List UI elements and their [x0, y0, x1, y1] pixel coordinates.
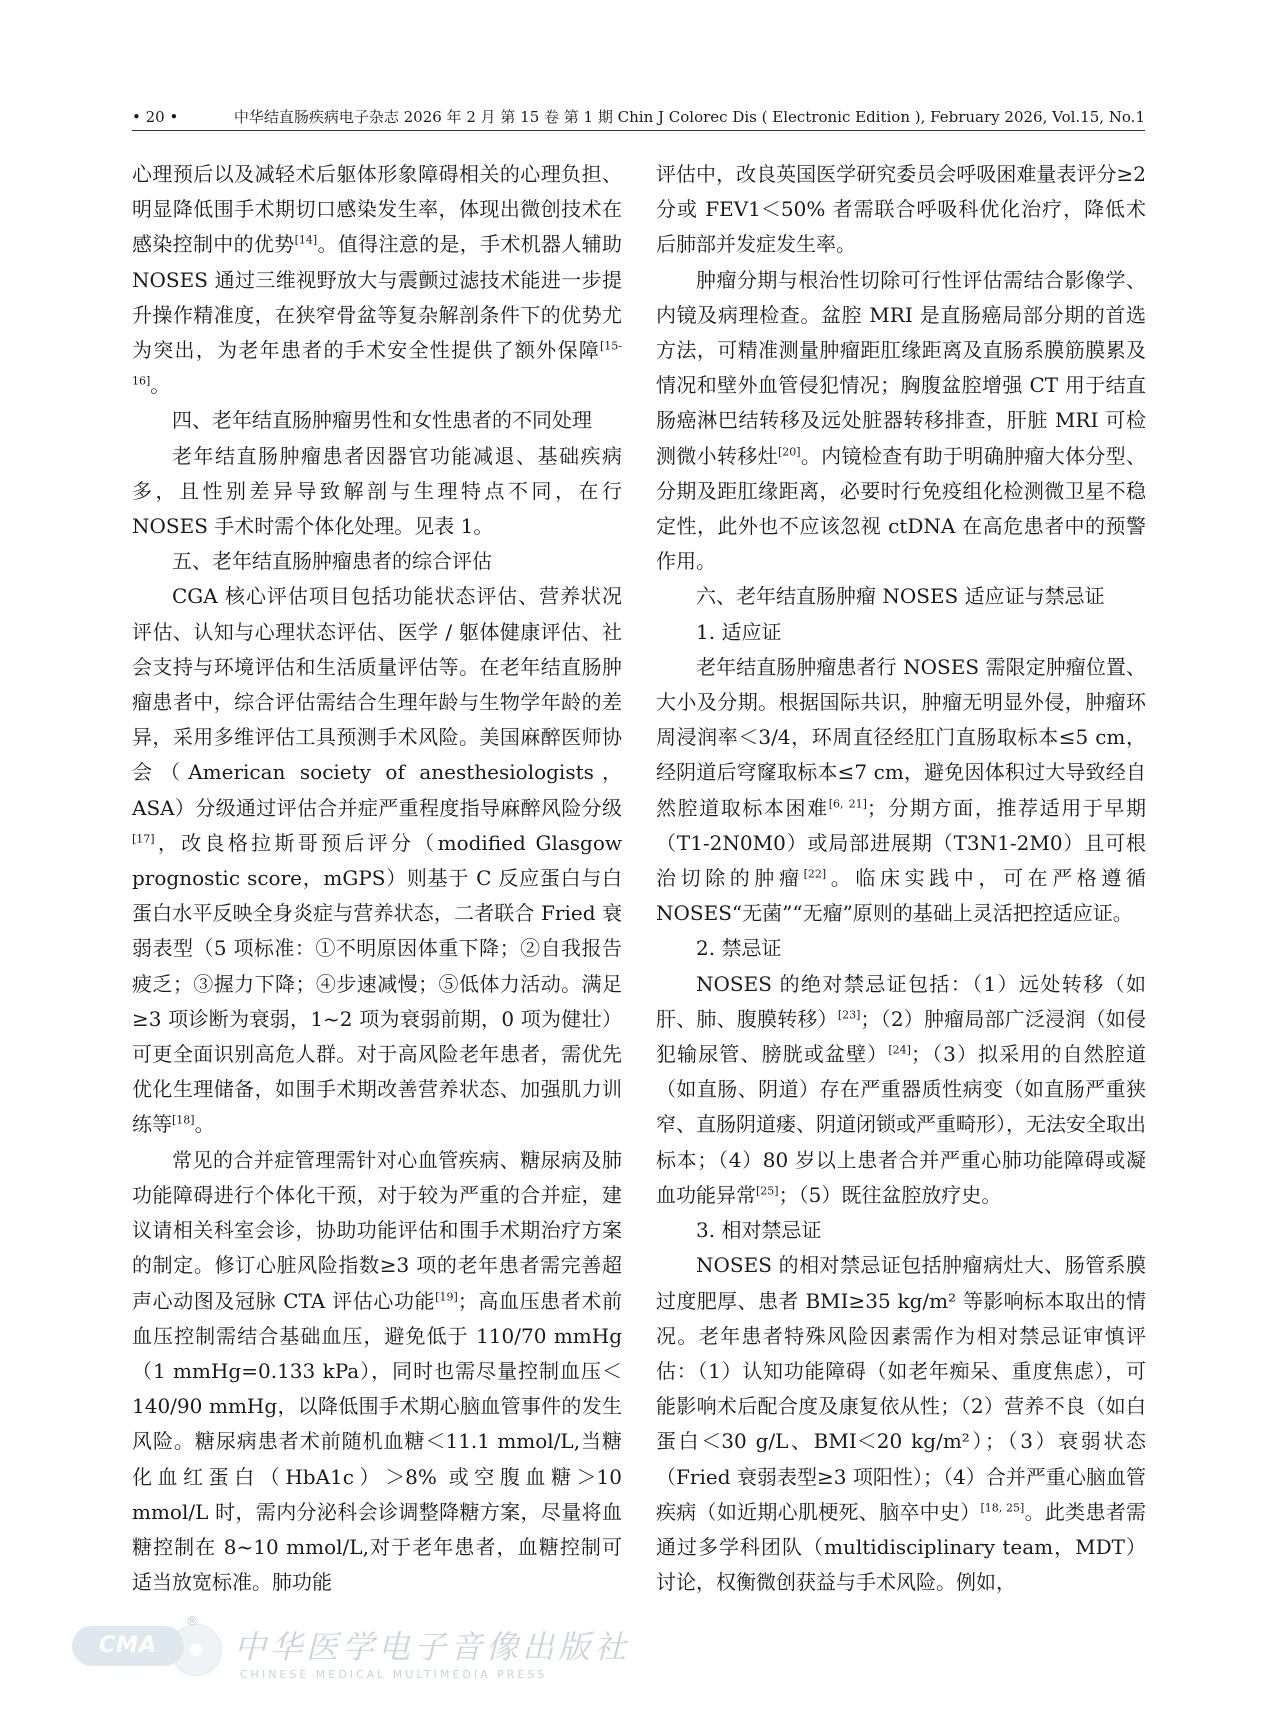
section-heading: 六、老年结直肠肿瘤 NOSES 适应证与禁忌证: [696, 584, 1105, 609]
paragraph: 心理预后以及减轻术后躯体形象障碍相关的心理负担、明显降低围手术期切口感染发生率，体现出微创技术在感染控制中的优势[14]。值得注意的是，手术机器人辅助 NOSES 通过三维视野放大与震颤过滤技术能进一步提升操作精准度，在狭窄骨盆等复杂解剖条件下的优势尤为突出，为老年患者的手术安全性提供了额外保障[15-16]。: [132, 162, 623, 398]
section-heading: 四、老年结直肠肿瘤男性和女性患者的不同处理: [172, 408, 592, 433]
citation-ref: [23]: [837, 1008, 861, 1022]
registered-mark: ®: [186, 1614, 198, 1628]
journal-citation: 中华结直肠疾病电子杂志 2026 年 2 月 第 15 卷 第 1 期 Chin J Colorec Dis ( Electronic Edition ), February 2026, Vol.15, No.1: [233, 108, 1145, 126]
page-number: • 20 •: [132, 108, 179, 126]
paragraph: 常见的合并症管理需针对心血管疾病、糖尿病及肺功能障碍进行个体化干预，对于较为严重的合并症，建议请相关科室会诊，协助功能评估和围手术期治疗方案的制定。修订心脏风险指数≥3 项的老年患者需完善超声心动图及冠脉 CTA 评估心功能[19]；高血压患者术前血压控制需结合基础血压，避免低于 110/70 mmHg（1 mmHg=0.133 kPa），同时也需尽量控制血压＜140/90 mmHg，以降低围手术期心脑血管事件的发生风险。糖尿病患者术前随机血糖＜11.1 mmol/L,当糖化血红蛋白（HbA1c）＞8% 或空腹血糖＞10 mmol/L 时，需内分泌科会诊调整降糖方案，尽量将血糖控制在 8~10 mmol/L,对于老年患者，血糖控制可适当放宽标准。肺功能: [132, 1147, 622, 1595]
citation-ref: [15-16]: [132, 339, 622, 388]
publisher-name-cn: 中华医学电子音像出版社: [234, 1628, 631, 1666]
subsection-heading: 1. 适应证: [696, 619, 782, 644]
publisher-watermark: [66, 1612, 631, 1692]
right-column: [656, 157, 1146, 1600]
paragraph: 评估中，改良英国医学研究委员会呼吸困难量表评分≥2 分或 FEV1＜50% 者需联合呼吸科优化治疗，降低术后肺部并发症发生率。: [656, 162, 1146, 257]
citation-ref: [25]: [756, 1184, 779, 1198]
left-column: [132, 157, 622, 1600]
citation-ref: [19]: [435, 1289, 458, 1303]
paragraph: CGA 核心评估项目包括功能状态评估、营养状况评估、认知与心理状态评估、医学 / 躯体健康评估、社会支持与环境评估和生活质量评估等。在老年结直肠肿瘤患者中，综合评估需结合生理年龄与生物学年龄的差异，采用多维评估工具预测手术风险。美国麻醉医师协会（American society of anesthesiologists，ASA）分级通过评估合并症严重程度指导麻醉风险分级[17]，改良格拉斯哥预后评分（modified Glasgow prognostic score，mGPS）则基于 C 反应蛋白与白蛋白水平反映全身炎症与营养状态，二者联合 Fried 衰弱表型（5 项标准：①不明原因体重下降；②自我报告疲乏；③握力下降；④步速减慢；⑤低体力活动。满足≥3 项诊断为衰弱，1~2 项为衰弱前期，0 项为健壮）可更全面识别高危人群。对于高风险老年患者，需优先优化生理储备，如围手术期改善营养状态、加强肌力训练等[18]。: [132, 584, 622, 1137]
running-header: [132, 104, 1145, 131]
citation-ref: [22]: [803, 867, 827, 881]
paragraph: NOSES 的绝对禁忌证包括：（1）远处转移（如肝、肺、腹膜转移）[23]；（2）肿瘤局部广泛浸润（如侵犯输尿管、膀胱或盆壁）[24]；（3）拟采用的自然腔道（如直肠、阴道）存在严重器质性病变（如直肠严重狭窄、直肠阴道瘘、阴道闭锁或严重畸形），无法安全取出标本；（4）80 岁以上患者合并严重心肺功能障碍或凝血功能异常[25]；（5）既往盆腔放疗史。: [656, 971, 1146, 1207]
paragraph: 老年结直肠肿瘤患者因器官功能减退、基础疾病多，且性别差异导致解剖与生理特点不同，在行 NOSES 手术时需个体化处理。见表 1。: [132, 443, 622, 539]
citation-ref: [14]: [294, 233, 318, 247]
citation-ref: [17]: [132, 832, 155, 846]
paragraph: 肿瘤分期与根治性切除可行性评估需结合影像学、内镜及病理检查。盆腔 MRI 是直肠癌局部分期的首选方法，可精准测量肿瘤距肛缘距离及直肠系膜筋膜累及情况和壁外血管侵犯情况；胸腹盆腔增强 CT 用于结直肠癌淋巴结转移及远处脏器转移排查，肝脏 MRI 可检测微小转移灶[20]。内镜检查有助于明确肿瘤大体分型、分期及距肛缘距离，必要时行免疫组化检测微卫星不稳定性，此外也不应该忽视 ctDNA 在高危患者中的预警作用。: [656, 267, 1147, 574]
citation-ref: [24]: [888, 1043, 911, 1057]
citation-ref: [18, 25]: [980, 1501, 1025, 1515]
section-heading: 五、老年结直肠肿瘤患者的综合评估: [172, 549, 492, 574]
subsection-heading: 2. 禁忌证: [696, 936, 782, 961]
citation-ref: [20]: [777, 444, 801, 458]
paragraph: NOSES 的相对禁忌证包括肿瘤病灶大、肠管系膜过度肥厚、患者 BMI≥35 kg/m² 等影响标本取出的情况。老年患者特殊风险因素需作为相对禁忌证审慎评估：（1）认知功能障碍（如老年痴呆、重度焦虑），可能影响术后配合度及康复依从性；（2）营养不良（如白蛋白＜30 g/L、BMI＜20 kg/m²）；（3）衰弱状态（Fried 衰弱表型≥3 项阳性）；（4）合并严重心脑血管疾病（如近期心肌梗死、脑卒中史）[18, 25]。此类患者需通过多学科团队（multidisciplinary team，MDT）讨论，权衡微创获益与手术风险。例如，: [656, 1253, 1147, 1595]
publisher-name-en: CHINESE MEDICAL MULTIMEDIA PRESS: [240, 1668, 548, 1681]
citation-ref: [6, 21]: [828, 797, 867, 810]
citation-ref: [18]: [172, 1113, 195, 1127]
cma-logo: CMA: [72, 1626, 184, 1666]
subsection-heading: 3. 相对禁忌证: [696, 1218, 822, 1243]
paragraph: 老年结直肠肿瘤患者行 NOSES 需限定肿瘤位置、大小及分期。根据国际共识，肿瘤无明显外侵，肿瘤环周浸润率＜3/4，环周直径经肛门直肠取标本≤5 cm，经阴道后穹窿取标本≤7 cm，避免因体积过大导致经自然腔道取标本困难[6, 21]；分期方面，推荐适用于早期（T1-2N0M0）或局部进展期（T3N1-2M0）且可根治切除的肿瘤[22]。临床实践中，可在严格遵循 NOSES“无菌”“无瘤”原则的基础上灵活把控适应证。: [656, 654, 1147, 926]
